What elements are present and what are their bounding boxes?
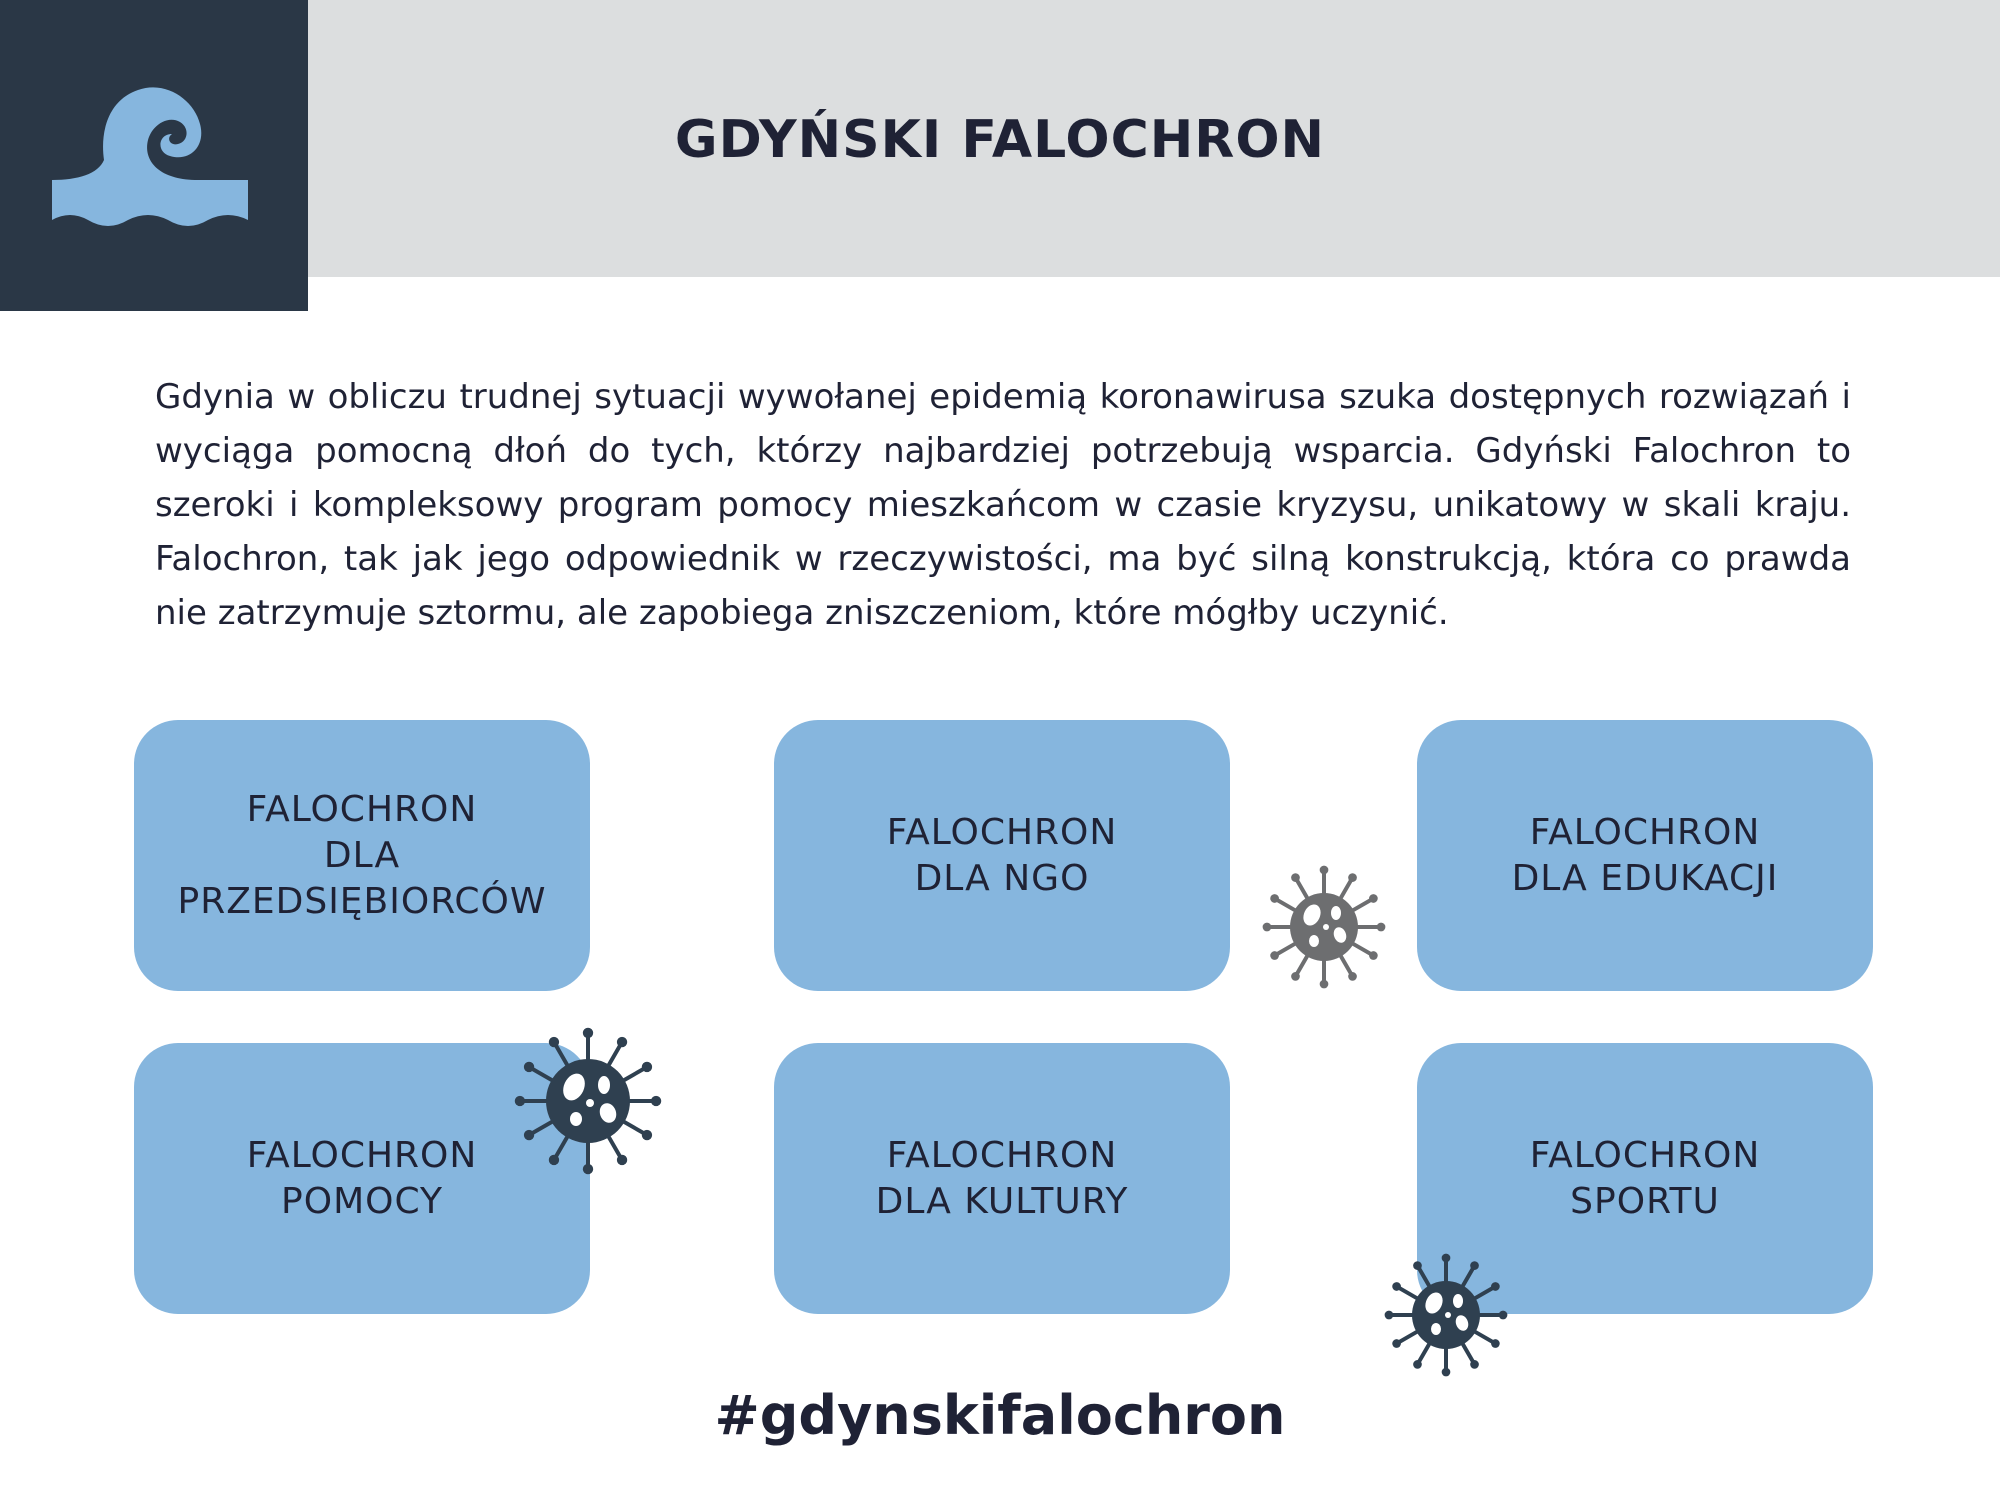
tile-ngo[interactable]: [774, 720, 1230, 991]
coronavirus-icon: [1384, 1253, 1508, 1377]
tile-label: FALOCHRON DLA EDUKACJI: [1511, 811, 1779, 899]
coronavirus-icon: [1262, 865, 1386, 989]
tile-przedsiebiorcy[interactable]: [134, 720, 590, 991]
tile-label: FALOCHRON DLA NGO: [886, 811, 1118, 899]
intro-paragraph: Gdynia w obliczu trudnej sytuacji wywołanej epidemią koronawirusa szuka dostępnych rozwiązań i wyciąga pomocną dłoń do tych, którzy najbardziej potrzebują wsparcia. Gdyński Falochron to szeroki i kompleksowy program pomocy mieszkańcom w czasie kryzysu, unikatowy w skali kraju. Falochron, tak jak jego odpowiednik w rzeczywistości, ma być silną konstrukcją, która co prawda nie zatrzymuje sztormu, ale zapobiega zniszczeniom, które mógłby uczynić.: [155, 377, 1851, 633]
page-title: GDYŃSKI FALOCHRON: [674, 110, 1326, 170]
tile-label: FALOCHRON SPORTU: [1529, 1134, 1761, 1222]
tile-edukacja[interactable]: [1417, 720, 1873, 991]
wave-icon: [48, 70, 248, 230]
tile-label: FALOCHRON DLA KULTURY: [875, 1134, 1129, 1222]
tile-kultura[interactable]: [774, 1043, 1230, 1314]
tile-label: FALOCHRON POMOCY: [246, 1134, 478, 1222]
coronavirus-icon: [514, 1027, 662, 1175]
hashtag: #gdynskifalochron: [714, 1384, 1286, 1447]
tile-label: FALOCHRON DLA PRZEDSIĘBIORCÓW: [177, 788, 547, 922]
logo: [0, 0, 308, 311]
